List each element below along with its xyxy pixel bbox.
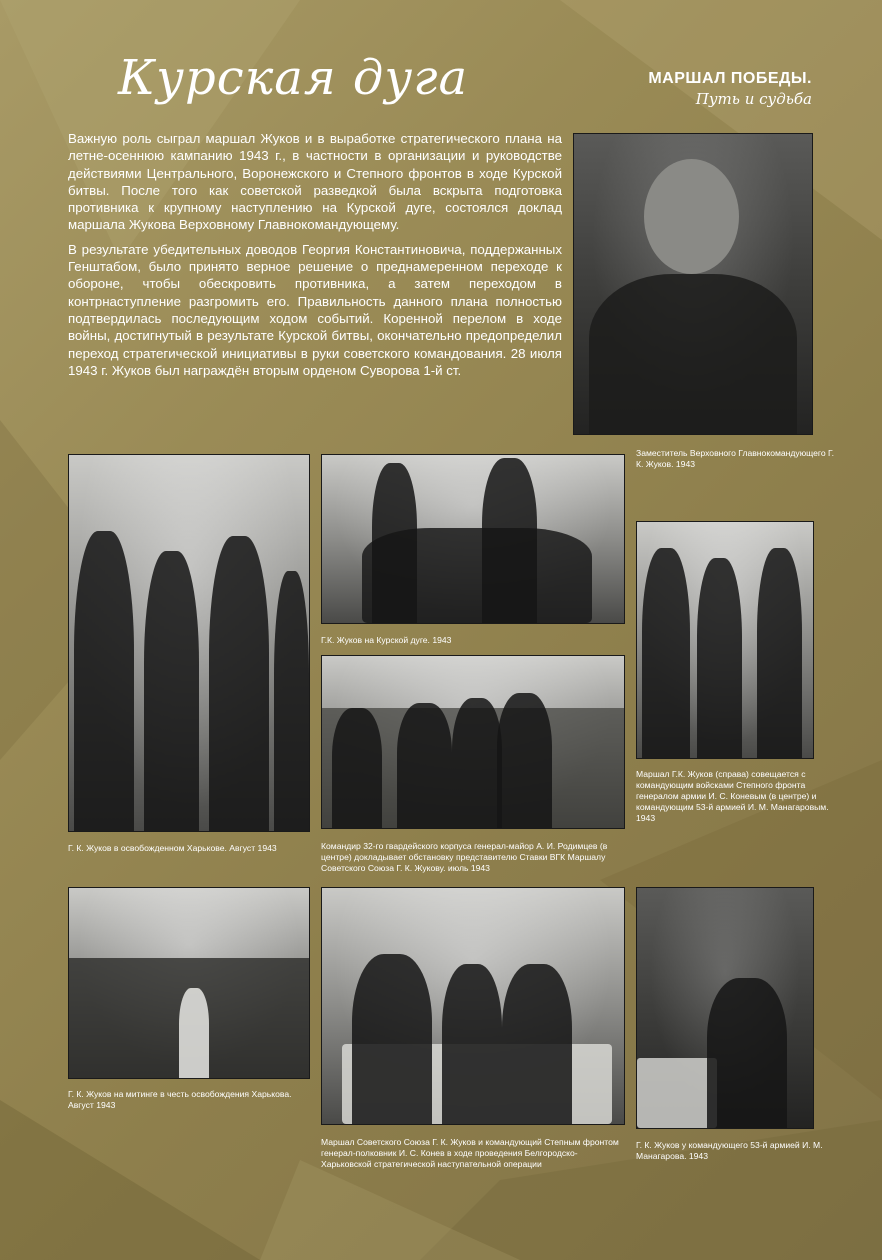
kharkov-caption: Г. К. Жуков в освобожденном Харькове. Август 1943 — [68, 843, 277, 853]
brand-subtitle: Путь и судьба — [695, 90, 812, 108]
rodimtsev-caption: Командир 32-го гвардейского корпуса генерал-майор А. И. Родимцев (в центре) докладывает обстановку представителю Ставки ВГК Маршалу Советского Союза Г. К. Жукову. июль 1943 — [321, 841, 608, 873]
portrait-caption: Заместитель Верховного Главнокомандующего Г. К. Жуков. 1943 — [636, 448, 835, 469]
konev-steppe-photo — [636, 521, 814, 759]
portrait-photo — [573, 133, 813, 435]
intro-paragraph-1: Важную роль сыграл маршал Жуков и в выработке стратегического плана на летне-осеннюю кампанию 1943 г., в частности в организации и руководстве действиями Центрального, Воронежского и Степного фронтов в ходе Курской битвы. После того как советской разведкой была вскрыта подготовка противника к крупному наступлению на Курской дуге, состоялся доклад маршала Жукова Верховному Главнокомандующему. — [68, 131, 562, 233]
rodimtsev-photo — [321, 655, 625, 829]
brand-title: МАРШАЛ ПОБЕДЫ. — [648, 70, 812, 87]
page-title: Курская дуга — [118, 50, 469, 106]
managarov-caption: Г. К. Жуков у командующего 53-й армией И. М. Манагарова. 1943 — [636, 1140, 823, 1161]
map-photo — [321, 887, 625, 1125]
kursk-caption: Г.К. Жуков на Курской дуге. 1943 — [321, 635, 452, 645]
managarov-photo — [636, 887, 814, 1129]
konev-steppe-caption: Маршал Г.К. Жуков (справа) совещается с командующим войсками Степного фронта генералом армии И. С. Коневым (в центре) и командующим 53-й армией И. М. Манагаровым. 1943 — [636, 769, 829, 823]
intro-paragraph-2: В результате убедительных доводов Георгия Константиновича, поддержанных Генштабом, было принято верное решение о преднамеренном переходе к обороне, чтобы обескровить противника, а затем переходом в контрнаступление разгромить его. Правильность данного плана полностью подтвердилась последующим ходом событий. Коренной перелом в ходе войны, достигнутый в результате Курской битвы, окончательно предопределил переход стратегической инициативы в руки советского командования. 28 июля 1943 г. Жуков был награждён вторым орденом Суворова 1-й ст. — [68, 241, 562, 378]
kharkov-photo — [68, 454, 310, 832]
kursk-photo — [321, 454, 625, 624]
rally-caption: Г. К. Жуков на митинге в честь освобождения Харькова. Август 1943 — [68, 1089, 292, 1110]
intro-text — [68, 130, 562, 386]
map-caption: Маршал Советского Союза Г. К. Жуков и командующий Степным фронтом генерал-полковник И. С. Конев в ходе проведения Белгородско-Харьковской стратегической наступательной операции — [321, 1137, 619, 1169]
rally-photo — [68, 887, 310, 1079]
